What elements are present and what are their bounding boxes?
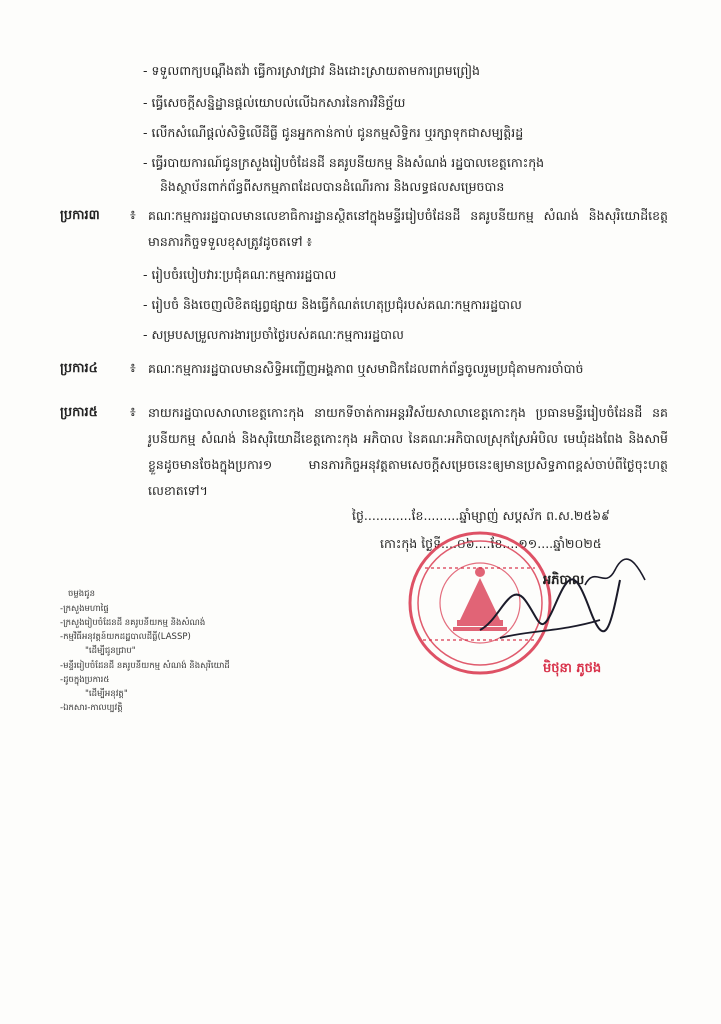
article5-text: នាយករដ្ឋបាលសាលាខេត្តកោះកុង នាយកទីចាត់ការអន្តរវិស័យសាលាខេត្តកោះកុង ប្រធានមន្ទីររៀបចំដែនដី នគរូបនីយកម្ម សំណង់ និងសុរិយោដីខេត្តកោះកុង អភិបាល នៃគណៈអភិបាលស្រុកស្រែអំបិល មេឃុំដងពែង និងសាមីខ្លួនដូចមានចែងក្នុងប្រការ១ មានភារកិច្ចអនុវត្តតាមសេចក្ដីសម្រេចនេះឲ្យមានប្រសិទ្ធភាពខ្ពស់ចាប់ពីថ្ងៃចុះហត្ថលេខាតទៅ។ (148, 405, 668, 498)
bullet-complaints: - ទទួលពាក្យបណ្ដឹងតវ៉ា ធ្វើការស្រាវជ្រាវ និងដោះស្រាយតាមការព្រមព្រៀង (143, 63, 480, 78)
article3-text: គណៈកម្មការរដ្ឋបាលមានលេខាធិការដ្ឋានស្ថិតនៅក្នុងមន្ទីររៀបចំដែនដី នគរូបនីយកម្ម សំណង់ និងសុរិយោដីខេត្ត មានភារកិច្ចទទួលខុសត្រូវដូចតទៅ ៖ (148, 208, 668, 249)
article4-colon: ៖ (130, 361, 136, 376)
article3-label: ប្រការ៣ (60, 208, 100, 223)
bullet-report: - ធ្វើរបាយការណ៍ជូនក្រសួងរៀបចំដែនដី នគរូបនីយកម្ម និងសំណង់ រដ្ឋបាលខេត្តកោះកុង (143, 155, 545, 170)
bullet-conclusions-visible: - ធ្វើសេចក្ដីសន្និដ្ឋានផ្ដល់យោបល់លើឯកសារនៃការវិនិច្ឆ័យ (143, 95, 406, 110)
recipients-heading: ចម្លងជូន (68, 589, 95, 599)
bullet-land-rights: - លើកសំណើផ្ដល់សិទ្ធិលើដីធ្លី ជូនអ្នកកាន់កាប់ ជូនកម្មសិទ្ធិករ ឬរក្សាទុកជាសម្បត្តិរដ្ឋ (143, 125, 524, 140)
governor-label: អភិបាល (543, 573, 585, 588)
article3-colon: ៖ (130, 208, 136, 223)
official-name: មិថុនា ភូថង (543, 661, 602, 676)
recipient-line: "ដើម្បីអនុវត្ត" (85, 689, 128, 699)
main-signature (470, 560, 630, 650)
recipient-line: -ដូចក្នុងប្រការ៥ (60, 675, 110, 685)
recipient-line: -ក្រសួងមហាផ្ទៃ (60, 604, 109, 614)
recipient-line: "ដើម្បីជូនជ្រាប" (85, 646, 136, 656)
recipient-line: -កម្មវិធីអនុវត្តន៍យកដដ្ឋបាលដីធ្លី(LASSP) (60, 632, 191, 642)
recipient-line: -ឯកសារ-កាលប្បវត្តិ (60, 703, 123, 713)
article4-text: គណៈកម្មការរដ្ឋបាលមានសិទ្ធិអញ្ជើញអង្គភាព ឬសមាជិកដែលពាក់ព័ន្ធចូលរួមប្រជុំតាមការចាំបាច់ (148, 361, 584, 376)
lunar-date-line: ថ្ងៃ............ខែ.........ឆ្នាំម្សាញ់ សប្ដស័ក ព.ស.២៥៦៩ (352, 508, 610, 523)
solar-date-line: កោះកុង ថ្ងៃទី....០៦....ខែ....១១....ឆ្នាំ២០២៥ (380, 536, 602, 551)
recipient-line: -មន្ទីររៀបចំដែនដី នគរូបនីយកម្ម សំណង់ និងសុរិយោដី (60, 661, 230, 671)
bullet-report-continued: និងស្ថាប័នពាក់ព័ន្ធពីសកម្មភាពដែលបានដំណើរការ និងលទ្ធផលសម្រេចបាន (160, 179, 505, 194)
article4-label: ប្រការ៤ (60, 361, 98, 376)
recipient-line: -ក្រសួងរៀបចំដែនដី នគរូបនីយកម្ម និងសំណង់ (60, 618, 206, 628)
article3-bullet-agenda: - រៀបចំរបៀបវារៈប្រជុំគណៈកម្មការរដ្ឋបាល (143, 267, 337, 282)
article5-label: ប្រការ៥ (60, 405, 98, 420)
article3-bullet-coordination: - សម្របសម្រួលការងារប្រចាំថ្ងៃរបស់គណៈកម្មការរដ្ឋបាល (143, 327, 404, 342)
article5-colon: ៖ (130, 405, 136, 420)
article3-bullet-minutes: - រៀបចំ និងចេញលិខិតផ្សព្វផ្សាយ និងធ្វើកំណត់ហេតុប្រជុំរបស់គណៈកម្មការរដ្ឋបាល (143, 297, 522, 312)
